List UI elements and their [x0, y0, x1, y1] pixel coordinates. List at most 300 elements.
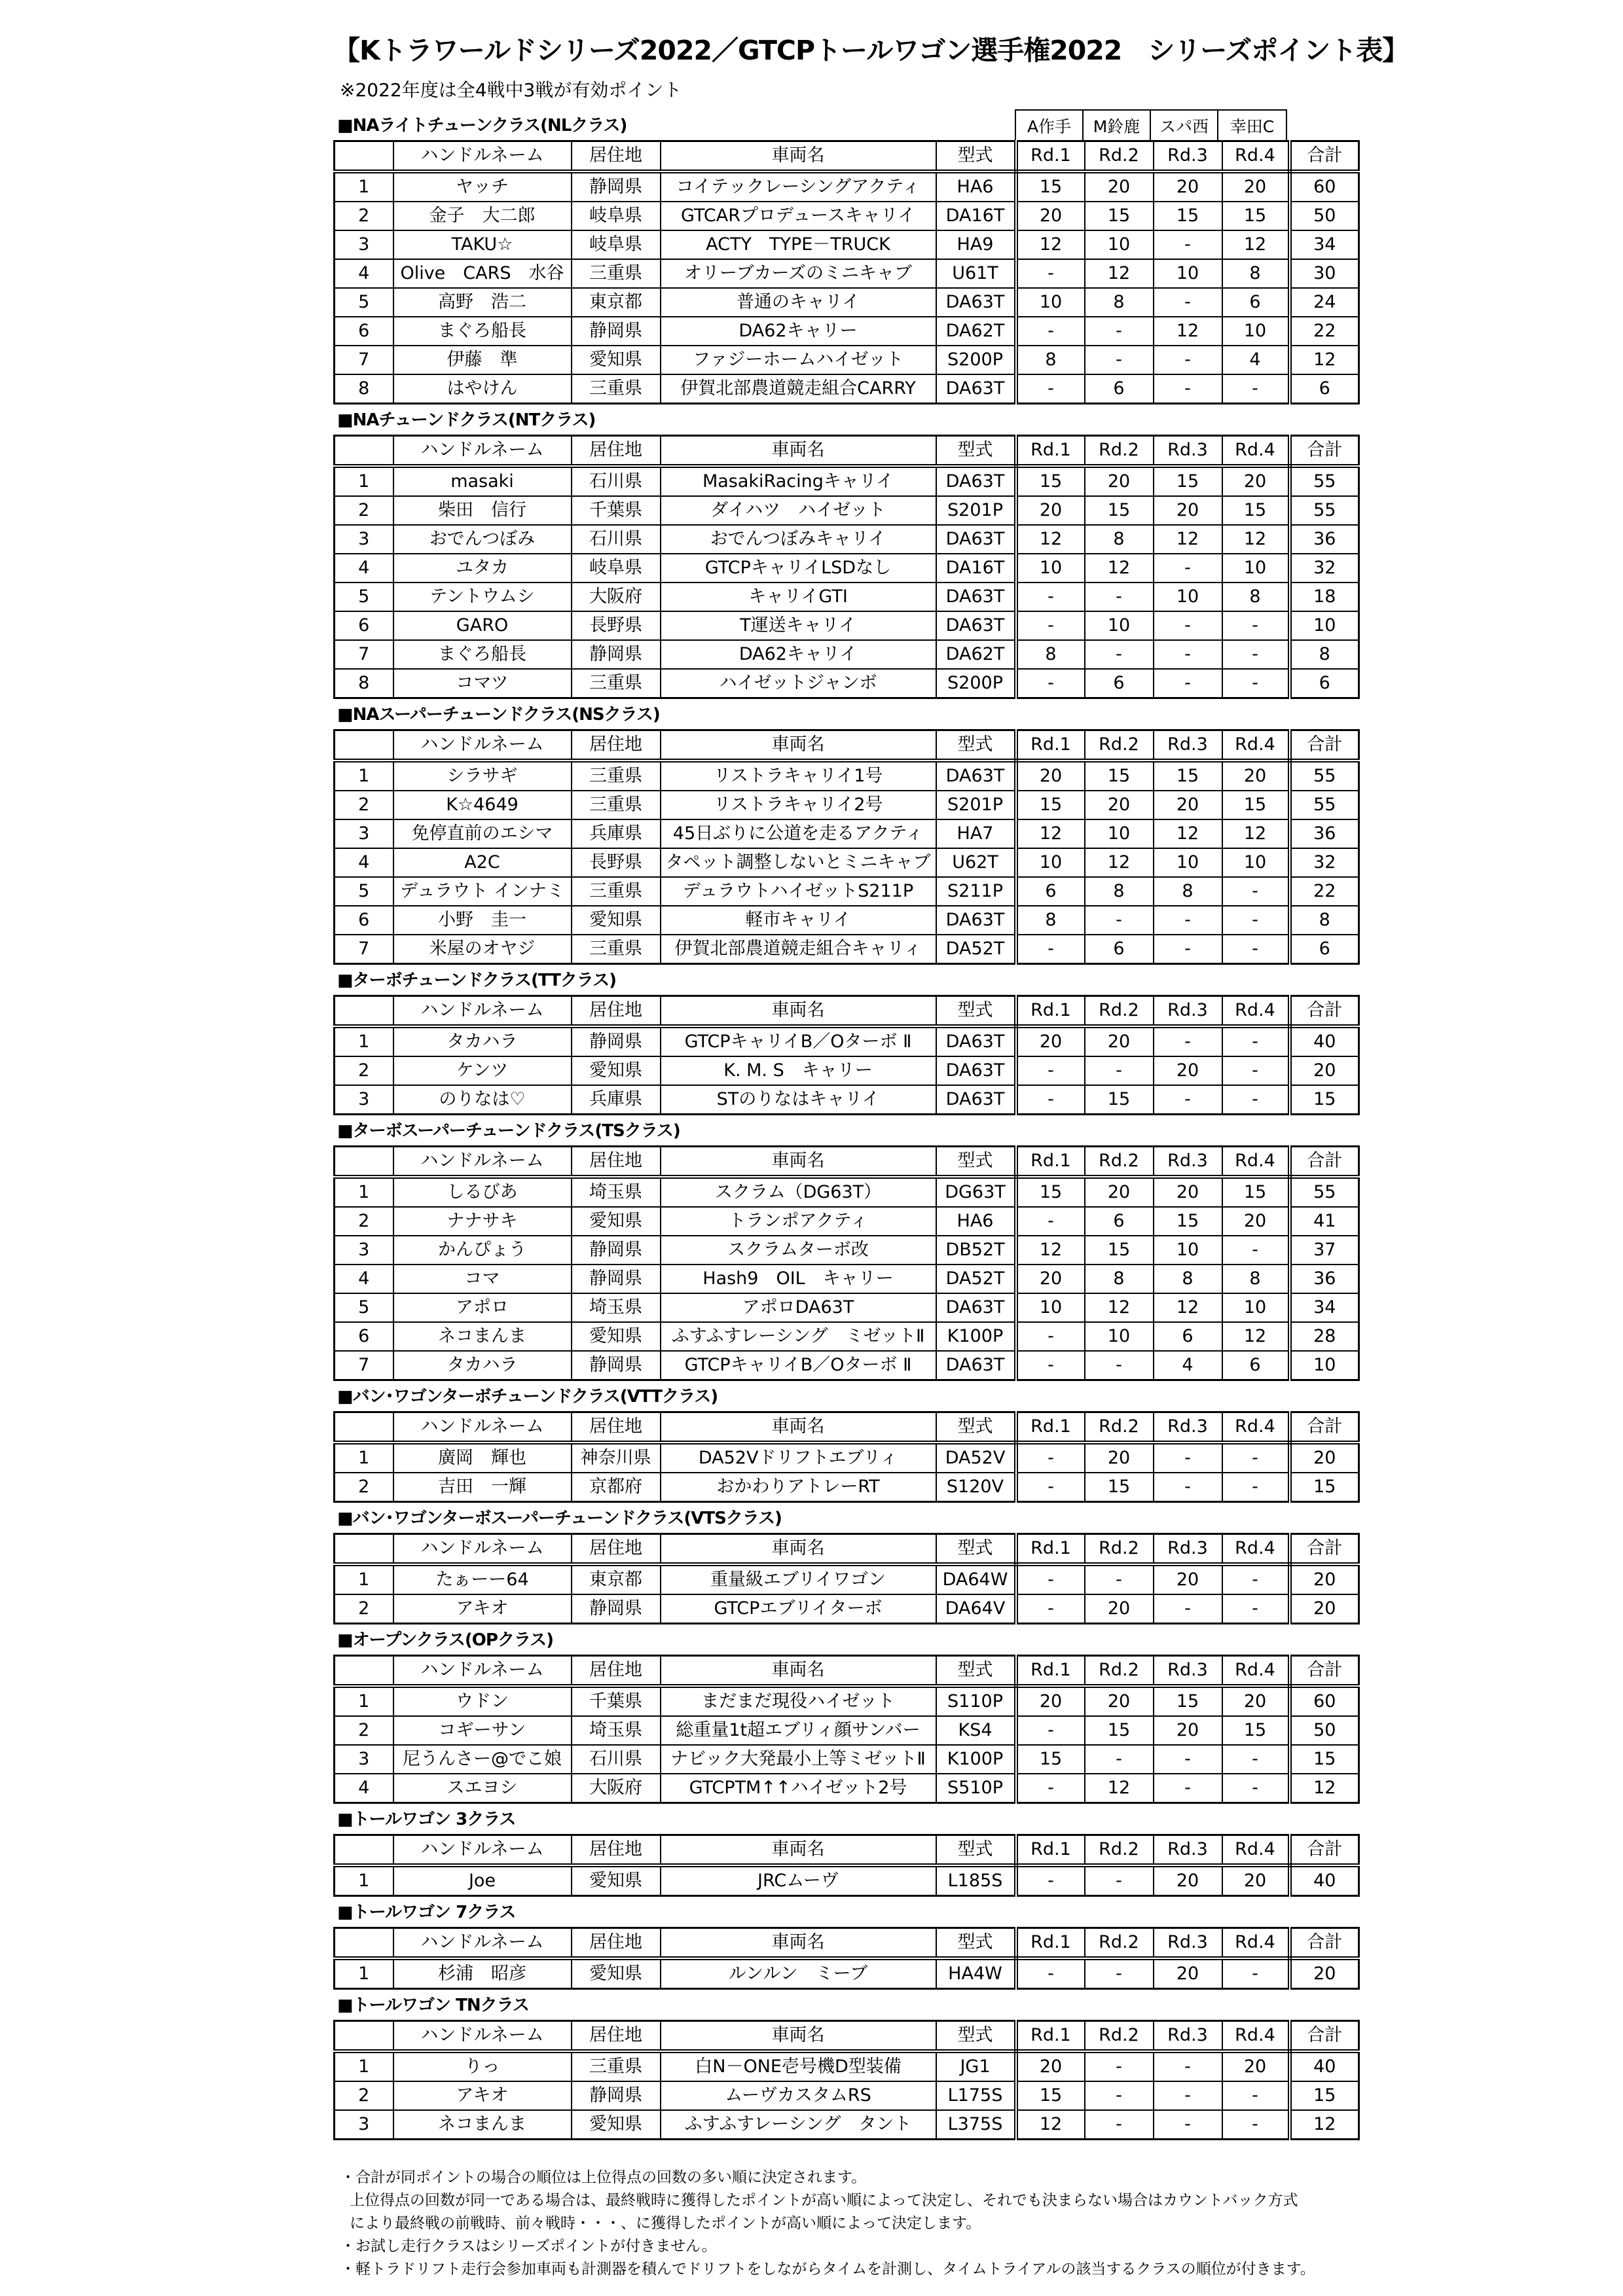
- section-title: ■バン･ワゴンターボチューンドクラス(VTTクラス): [337, 1387, 718, 1407]
- cell-car-name: GTCPTM↑↑ハイゼット2号: [661, 1774, 936, 1803]
- cell-car-name: DA62キャリー: [661, 317, 936, 346]
- cell-model: L175S: [936, 2081, 1016, 2110]
- table-row: [335, 496, 1359, 525]
- header-residence: 居住地: [572, 730, 661, 761]
- header-handle-name: ハンドルネーム: [393, 141, 572, 172]
- cell-car-name: アポロDA63T: [661, 1293, 936, 1322]
- cell-total: 50: [1290, 1716, 1359, 1745]
- cell-handle-name: ウドン: [393, 1686, 572, 1716]
- cell-rd1: 10: [1016, 1293, 1085, 1322]
- cell-car-name: おでんつぼみキャリイ: [661, 525, 936, 554]
- cell-residence: 愛知県: [572, 1322, 661, 1351]
- cell-rd1: 20: [1016, 2051, 1085, 2081]
- cell-car-name: GTCPキャリイB／Oターボ Ⅱ: [661, 1026, 936, 1056]
- cell-car-name: ハイゼットジャンボ: [661, 669, 936, 698]
- header-handle-name: ハンドルネーム: [393, 2021, 572, 2052]
- footnote-drift-event: ・軽トラドリフト走行会参加車両も計測器を積んでドリフトをしながらタイムを計測し、タイムトライアルの該当するクラスの順位が付きます。: [340, 2261, 1315, 2278]
- section-title: ■トールワゴン 3クラス: [337, 1810, 516, 1829]
- cell-car-name: STのりなはキャリイ: [661, 1085, 936, 1115]
- table-row: [335, 611, 1359, 640]
- cell-rd3: -: [1154, 1473, 1222, 1502]
- cell-model: DA64V: [936, 1594, 1016, 1624]
- cell-rank: 8: [335, 669, 393, 698]
- cell-model: DA63T: [936, 525, 1016, 554]
- cell-handle-name: アキオ: [393, 2081, 572, 2110]
- cell-rd2: 20: [1085, 1026, 1154, 1056]
- cell-rank: 2: [335, 2081, 393, 2110]
- cell-rd2: 15: [1085, 1716, 1154, 1745]
- cell-model: DA64W: [936, 1564, 1016, 1594]
- cell-rank: 4: [335, 554, 393, 583]
- cell-total: 40: [1290, 2051, 1359, 2081]
- cell-rd1: 15: [1016, 791, 1085, 819]
- cell-rd2: -: [1085, 906, 1154, 935]
- cell-rd4: -: [1222, 906, 1290, 935]
- cell-model: L185S: [936, 1865, 1016, 1896]
- table-row: [335, 2081, 1359, 2110]
- cell-total: 15: [1290, 1085, 1359, 1115]
- effective-points-note: ※2022年度は全4戦中3戦が有効ポイント: [340, 79, 682, 101]
- cell-rd1: -: [1016, 1085, 1085, 1115]
- table-header-row: [335, 141, 1359, 172]
- cell-rd1: -: [1016, 1594, 1085, 1624]
- section-title: ■NAライトチューンクラス(NLクラス): [337, 116, 627, 135]
- footnotes: [340, 2166, 1315, 2281]
- cell-car-name: 伊賀北部農道競走組合キャリィ: [661, 935, 936, 964]
- cell-handle-name: 杉浦 昭彦: [393, 1958, 572, 1989]
- header-rd3: Rd.3: [1154, 1534, 1222, 1565]
- header-residence: 居住地: [572, 996, 661, 1027]
- cell-rd1: 15: [1016, 466, 1085, 496]
- table-row: [335, 1564, 1359, 1594]
- cell-total: 55: [1290, 761, 1359, 791]
- cell-model: DA63T: [936, 906, 1016, 935]
- table-row: [335, 1443, 1359, 1473]
- table-row: [335, 1085, 1359, 1115]
- table-row: [335, 1177, 1359, 1207]
- table-header-row: [335, 1928, 1359, 1959]
- table-row: [335, 761, 1359, 791]
- footnote-tiebreak-detail: 上位得点の回数が同一である場合は、最終戦時に獲得したポイントが高い順によって決定し、それでも決まらない場合はカウントバック方式: [350, 2192, 1298, 2209]
- table-row: [335, 819, 1359, 848]
- venue-cell: A作手: [1016, 111, 1084, 140]
- cell-rd4: 15: [1222, 202, 1290, 230]
- cell-rd3: 20: [1154, 791, 1222, 819]
- header-car-name: 車両名: [661, 996, 936, 1027]
- cell-handle-name: 廣岡 輝也: [393, 1443, 572, 1473]
- cell-model: JG1: [936, 2051, 1016, 2081]
- cell-residence: 岐阜県: [572, 554, 661, 583]
- class-section: [333, 965, 1358, 1115]
- cell-rd4: -: [1222, 1443, 1290, 1473]
- header-car-name: 車両名: [661, 1928, 936, 1959]
- cell-rd4: -: [1222, 1564, 1290, 1594]
- cell-residence: 静岡県: [572, 640, 661, 669]
- cell-rank: 1: [335, 1686, 393, 1716]
- header-handle-name: ハンドルネーム: [393, 1656, 572, 1687]
- header-rd4: Rd.4: [1222, 996, 1290, 1027]
- cell-rd1: -: [1016, 1774, 1085, 1803]
- cell-rd4: 8: [1222, 1265, 1290, 1293]
- cell-rd4: 20: [1222, 1207, 1290, 1236]
- table-row: [335, 877, 1359, 906]
- cell-rd1: -: [1016, 1443, 1085, 1473]
- header-handle-name: ハンドルネーム: [393, 730, 572, 761]
- cell-rank: 1: [335, 171, 393, 202]
- cell-rd2: -: [1085, 1351, 1154, 1380]
- cell-rd2: -: [1085, 1958, 1154, 1989]
- cell-total: 6: [1290, 374, 1359, 404]
- cell-rank: 6: [335, 611, 393, 640]
- cell-rd1: -: [1016, 1564, 1085, 1594]
- cell-rd3: -: [1154, 640, 1222, 669]
- cell-residence: 長野県: [572, 848, 661, 877]
- cell-handle-name: K☆4649: [393, 791, 572, 819]
- cell-rd3: 12: [1154, 525, 1222, 554]
- cell-rank: 2: [335, 1716, 393, 1745]
- header-total: 合計: [1290, 1412, 1359, 1443]
- header-rd4: Rd.4: [1222, 1534, 1290, 1565]
- cell-residence: 兵庫県: [572, 819, 661, 848]
- header-rd1: Rd.1: [1016, 436, 1085, 467]
- cell-total: 24: [1290, 288, 1359, 317]
- cell-rd3: 12: [1154, 819, 1222, 848]
- cell-total: 40: [1290, 1026, 1359, 1056]
- cell-model: K100P: [936, 1322, 1016, 1351]
- cell-rd3: 6: [1154, 1322, 1222, 1351]
- header-total: 合計: [1290, 141, 1359, 172]
- table-row: [335, 171, 1359, 202]
- header-total: 合計: [1290, 1835, 1359, 1866]
- cell-rank: 5: [335, 583, 393, 611]
- cell-total: 22: [1290, 877, 1359, 906]
- cell-residence: 三重県: [572, 935, 661, 964]
- header-rd1: Rd.1: [1016, 1147, 1085, 1177]
- table-header-row: [335, 1147, 1359, 1177]
- cell-handle-name: 柴田 信行: [393, 496, 572, 525]
- table-row: [335, 2110, 1359, 2140]
- header-total: 合計: [1290, 730, 1359, 761]
- cell-residence: 愛知県: [572, 1865, 661, 1896]
- header-total: 合計: [1290, 1656, 1359, 1687]
- cell-rd3: 15: [1154, 761, 1222, 791]
- cell-rd4: -: [1222, 611, 1290, 640]
- header-rd2: Rd.2: [1085, 996, 1154, 1027]
- cell-rd3: 8: [1154, 877, 1222, 906]
- cell-car-name: 普通のキャリイ: [661, 288, 936, 317]
- table-row: [335, 1473, 1359, 1502]
- cell-rd2: 12: [1085, 848, 1154, 877]
- cell-rank: 6: [335, 906, 393, 935]
- header-model: 型式: [936, 2021, 1016, 2052]
- header-rank: [335, 1928, 393, 1959]
- header-total: 合計: [1290, 1534, 1359, 1565]
- cell-rd4: 10: [1222, 554, 1290, 583]
- class-section: [333, 1503, 1358, 1624]
- cell-rd1: -: [1016, 374, 1085, 404]
- section-label-row: [333, 108, 1358, 140]
- table-header-row: [335, 1534, 1359, 1565]
- header-rd4: Rd.4: [1222, 730, 1290, 761]
- section-label-row: [333, 1804, 1358, 1834]
- cell-rd2: -: [1085, 2110, 1154, 2140]
- header-handle-name: ハンドルネーム: [393, 1147, 572, 1177]
- cell-rd1: 10: [1016, 554, 1085, 583]
- cell-rd1: 15: [1016, 171, 1085, 202]
- table-row: [335, 374, 1359, 404]
- header-total: 合計: [1290, 2021, 1359, 2052]
- header-rd4: Rd.4: [1222, 141, 1290, 172]
- table-row: [335, 640, 1359, 669]
- cell-rd3: -: [1154, 1745, 1222, 1774]
- header-rd2: Rd.2: [1085, 1835, 1154, 1866]
- header-rd2: Rd.2: [1085, 1656, 1154, 1687]
- cell-handle-name: 米屋のオヤジ: [393, 935, 572, 964]
- cell-car-name: 白N－ONE壱号機D型装備: [661, 2051, 936, 2081]
- cell-rank: 1: [335, 1177, 393, 1207]
- cell-handle-name: まぐろ船長: [393, 317, 572, 346]
- header-total: 合計: [1290, 436, 1359, 467]
- cell-rd1: 20: [1016, 1265, 1085, 1293]
- cell-rd2: 20: [1085, 1686, 1154, 1716]
- cell-car-name: リストラキャリイ2号: [661, 791, 936, 819]
- cell-residence: 愛知県: [572, 346, 661, 374]
- header-rank: [335, 436, 393, 467]
- cell-rank: 2: [335, 1594, 393, 1624]
- cell-model: HA7: [936, 819, 1016, 848]
- cell-handle-name: タカハラ: [393, 1026, 572, 1056]
- cell-model: KS4: [936, 1716, 1016, 1745]
- cell-rd2: 10: [1085, 230, 1154, 259]
- cell-handle-name: A2C: [393, 848, 572, 877]
- cell-handle-name: 金子 大二郎: [393, 202, 572, 230]
- cell-handle-name: 小野 圭一: [393, 906, 572, 935]
- cell-handle-name: ネコまんま: [393, 1322, 572, 1351]
- cell-rank: 4: [335, 1774, 393, 1803]
- cell-residence: 埼玉県: [572, 1293, 661, 1322]
- cell-car-name: Hash9 OIL キャリー: [661, 1265, 936, 1293]
- cell-rd4: 20: [1222, 466, 1290, 496]
- cell-model: DA52T: [936, 935, 1016, 964]
- cell-rd2: -: [1085, 1745, 1154, 1774]
- table-row: [335, 230, 1359, 259]
- cell-rd4: 15: [1222, 496, 1290, 525]
- standings-table: [333, 140, 1360, 404]
- header-rd4: Rd.4: [1222, 1835, 1290, 1866]
- cell-total: 60: [1290, 1686, 1359, 1716]
- cell-model: U62T: [936, 848, 1016, 877]
- cell-rank: 4: [335, 848, 393, 877]
- cell-rd2: 12: [1085, 1774, 1154, 1803]
- table-row: [335, 554, 1359, 583]
- cell-handle-name: かんぴょう: [393, 1236, 572, 1265]
- cell-residence: 石川県: [572, 1745, 661, 1774]
- cell-rd3: -: [1154, 2110, 1222, 2140]
- cell-model: S110P: [936, 1686, 1016, 1716]
- cell-rd1: -: [1016, 583, 1085, 611]
- cell-residence: 神奈川県: [572, 1443, 661, 1473]
- cell-car-name: 総重量1t超エブリィ顔サンバー: [661, 1716, 936, 1745]
- cell-rank: 2: [335, 791, 393, 819]
- cell-rd2: 12: [1085, 554, 1154, 583]
- cell-rd3: -: [1154, 2051, 1222, 2081]
- header-rd2: Rd.2: [1085, 141, 1154, 172]
- cell-car-name: トランポアクティ: [661, 1207, 936, 1236]
- cell-rd3: 10: [1154, 583, 1222, 611]
- cell-rd4: -: [1222, 669, 1290, 698]
- cell-rd3: 20: [1154, 1716, 1222, 1745]
- cell-residence: 三重県: [572, 259, 661, 288]
- table-header-row: [335, 436, 1359, 467]
- cell-handle-name: おでんつぼみ: [393, 525, 572, 554]
- cell-rd2: -: [1085, 346, 1154, 374]
- table-header-row: [335, 1656, 1359, 1687]
- header-rank: [335, 1534, 393, 1565]
- table-row: [335, 1351, 1359, 1380]
- cell-rd2: 20: [1085, 791, 1154, 819]
- cell-rd2: -: [1085, 2081, 1154, 2110]
- cell-rd2: 6: [1085, 1207, 1154, 1236]
- venue-cell: スパ西: [1151, 111, 1218, 140]
- table-row: [335, 1745, 1359, 1774]
- cell-rank: 3: [335, 230, 393, 259]
- cell-rank: 5: [335, 1293, 393, 1322]
- cell-rd3: -: [1154, 1026, 1222, 1056]
- section-label-row: [333, 1115, 1358, 1145]
- section-label-row: [333, 699, 1358, 729]
- cell-rd1: -: [1016, 1716, 1085, 1745]
- cell-car-name: ルンルン ミーブ: [661, 1958, 936, 1989]
- table-row: [335, 1865, 1359, 1896]
- section-title: ■NAチューンドクラス(NTクラス): [337, 410, 596, 430]
- cell-handle-name: Joe: [393, 1865, 572, 1896]
- cell-rd2: 15: [1085, 202, 1154, 230]
- class-section: [333, 699, 1358, 965]
- cell-model: DA16T: [936, 202, 1016, 230]
- cell-residence: 三重県: [572, 669, 661, 698]
- table-row: [335, 1056, 1359, 1085]
- cell-rd2: 10: [1085, 1322, 1154, 1351]
- cell-handle-name: テントウムシ: [393, 583, 572, 611]
- cell-residence: 三重県: [572, 2051, 661, 2081]
- header-car-name: 車両名: [661, 436, 936, 467]
- footnote-trial-class: ・お試し走行クラスはシリーズポイントが付きません。: [340, 2238, 717, 2255]
- venue-header: [1015, 109, 1287, 140]
- cell-residence: 千葉県: [572, 496, 661, 525]
- cell-model: U61T: [936, 259, 1016, 288]
- cell-rd3: -: [1154, 1085, 1222, 1115]
- standings-table: [333, 1927, 1360, 1990]
- cell-handle-name: スエヨシ: [393, 1774, 572, 1803]
- cell-residence: 愛知県: [572, 2110, 661, 2140]
- cell-rd1: -: [1016, 259, 1085, 288]
- cell-rd4: -: [1222, 1958, 1290, 1989]
- cell-rd3: -: [1154, 669, 1222, 698]
- cell-car-name: DA52Vドリフトエブリィ: [661, 1443, 936, 1473]
- cell-rd3: 12: [1154, 317, 1222, 346]
- header-rd3: Rd.3: [1154, 141, 1222, 172]
- cell-total: 12: [1290, 346, 1359, 374]
- cell-rd4: 12: [1222, 1322, 1290, 1351]
- cell-rd2: -: [1085, 317, 1154, 346]
- cell-rank: 7: [335, 640, 393, 669]
- header-rd1: Rd.1: [1016, 2021, 1085, 2052]
- cell-rd3: 10: [1154, 1236, 1222, 1265]
- table-row: [335, 1774, 1359, 1803]
- header-residence: 居住地: [572, 1147, 661, 1177]
- class-section: [333, 404, 1358, 699]
- cell-model: HA6: [936, 1207, 1016, 1236]
- header-handle-name: ハンドルネーム: [393, 1534, 572, 1565]
- cell-rd4: 8: [1222, 259, 1290, 288]
- cell-handle-name: masaki: [393, 466, 572, 496]
- cell-model: HA4W: [936, 1958, 1016, 1989]
- cell-rank: 5: [335, 288, 393, 317]
- section-label-row: [333, 965, 1358, 995]
- cell-residence: 長野県: [572, 611, 661, 640]
- cell-rank: 3: [335, 819, 393, 848]
- cell-car-name: デュラウトハイゼットS211P: [661, 877, 936, 906]
- cell-car-name: タペット調整しないとミニキャブ: [661, 848, 936, 877]
- cell-rank: 4: [335, 1265, 393, 1293]
- table-header-row: [335, 996, 1359, 1027]
- cell-car-name: ACTY TYPE－TRUCK: [661, 230, 936, 259]
- header-rd3: Rd.3: [1154, 1147, 1222, 1177]
- cell-total: 30: [1290, 259, 1359, 288]
- cell-handle-name: ネコまんま: [393, 2110, 572, 2140]
- cell-handle-name: タカハラ: [393, 1351, 572, 1380]
- cell-residence: 東京都: [572, 1564, 661, 1594]
- standings-table: [333, 1834, 1360, 1897]
- header-rd1: Rd.1: [1016, 1928, 1085, 1959]
- cell-rd3: 20: [1154, 1865, 1222, 1896]
- cell-rank: 4: [335, 259, 393, 288]
- cell-rd4: 15: [1222, 791, 1290, 819]
- cell-rd3: 20: [1154, 1564, 1222, 1594]
- cell-rd1: -: [1016, 611, 1085, 640]
- header-car-name: 車両名: [661, 1412, 936, 1443]
- cell-car-name: ムーヴカスタムRS: [661, 2081, 936, 2110]
- cell-rd2: 12: [1085, 1293, 1154, 1322]
- cell-rd1: -: [1016, 317, 1085, 346]
- table-row: [335, 1293, 1359, 1322]
- header-rank: [335, 996, 393, 1027]
- cell-model: DA63T: [936, 466, 1016, 496]
- cell-rank: 1: [335, 1865, 393, 1896]
- table-row: [335, 525, 1359, 554]
- cell-rd1: 12: [1016, 1236, 1085, 1265]
- cell-rd3: -: [1154, 1594, 1222, 1624]
- cell-rd1: -: [1016, 1322, 1085, 1351]
- cell-rd4: 10: [1222, 1293, 1290, 1322]
- cell-rd4: 20: [1222, 761, 1290, 791]
- cell-rd4: 20: [1222, 1686, 1290, 1716]
- cell-total: 50: [1290, 202, 1359, 230]
- cell-handle-name: ユタカ: [393, 554, 572, 583]
- header-model: 型式: [936, 996, 1016, 1027]
- header-handle-name: ハンドルネーム: [393, 1835, 572, 1866]
- cell-total: 36: [1290, 1265, 1359, 1293]
- header-handle-name: ハンドルネーム: [393, 996, 572, 1027]
- cell-rd1: 20: [1016, 202, 1085, 230]
- cell-rd1: 20: [1016, 1686, 1085, 1716]
- cell-rd2: 15: [1085, 496, 1154, 525]
- cell-handle-name: りっ: [393, 2051, 572, 2081]
- cell-total: 20: [1290, 1564, 1359, 1594]
- header-rd2: Rd.2: [1085, 436, 1154, 467]
- cell-total: 8: [1290, 906, 1359, 935]
- cell-model: DA63T: [936, 1351, 1016, 1380]
